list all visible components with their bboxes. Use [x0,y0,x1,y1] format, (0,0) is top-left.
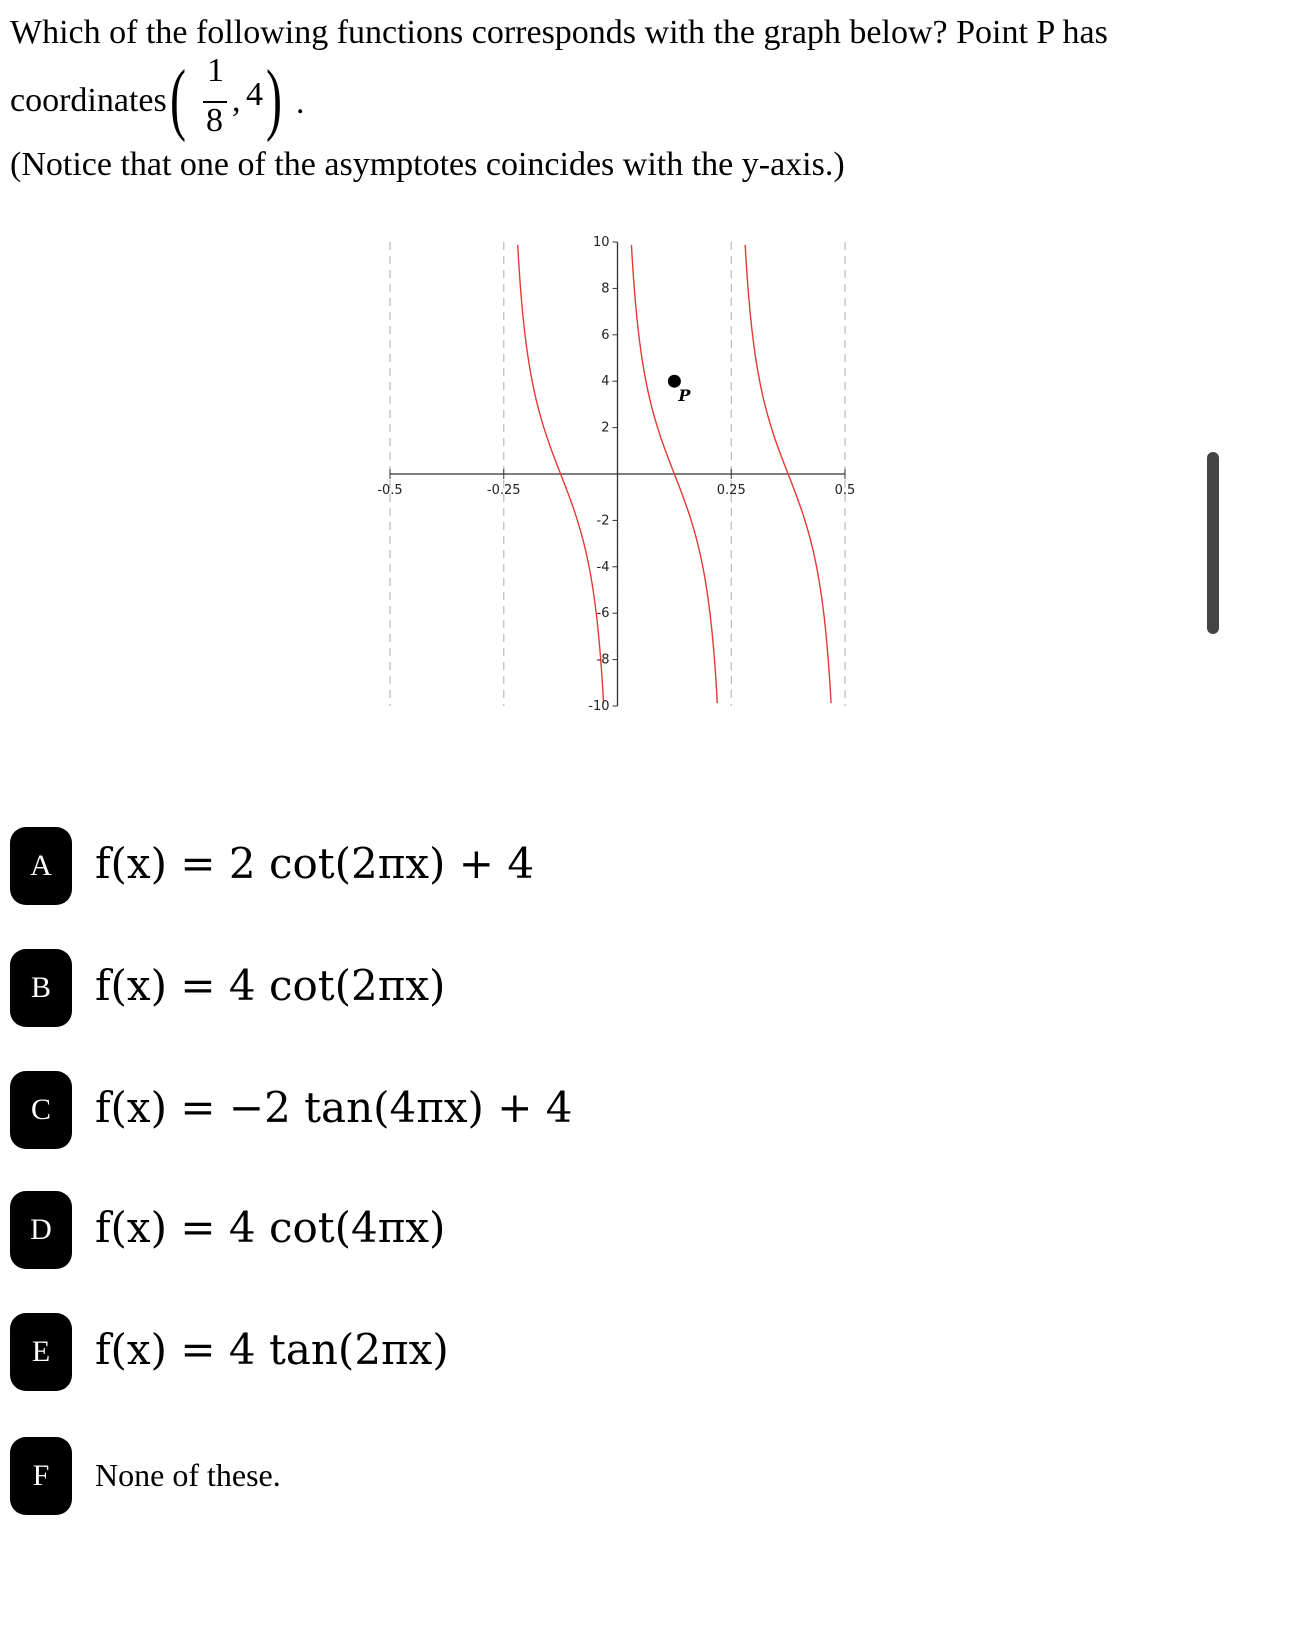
choice-text: f(x) = 4 cot(2πx) [95,961,446,1010]
choice-text: f(x) = 4 tan(2πx) [95,1325,449,1374]
x-tick-label: 0.25 [716,483,746,498]
y-tick-label: -2 [596,513,610,529]
y-tick-label: 8 [601,281,610,297]
coordinates-label: coordinates [10,82,167,119]
point-y-value: 4 [246,76,263,113]
choice-text: f(x) = 2 cot(2πx) + 4 [95,839,535,888]
axes [390,242,845,706]
choice-letter-badge[interactable]: F [10,1437,72,1515]
choice-text: f(x) = −2 tan(4πx) + 4 [95,1083,573,1132]
left-paren: ( [170,55,186,143]
choice-letter-badge[interactable]: D [10,1191,72,1269]
comma: , [232,82,241,119]
question-line-3: (Notice that one of the asymptotes coincides with the y-axis.) [10,146,845,183]
choice-letter-badge[interactable]: A [10,827,72,905]
choice-text: None of these. [95,1457,281,1493]
point-x-numerator: 1 [207,52,224,89]
y-tick-label: -4 [596,559,610,575]
right-paren: ) [266,55,282,143]
point-x-denominator: 8 [206,102,223,139]
y-tick-label: -6 [596,606,610,622]
choice-letter-badge[interactable]: E [10,1313,72,1391]
x-tick-label: -0.5 [377,483,403,498]
choice-text: f(x) = 4 cot(4πx) [95,1203,446,1252]
graph [360,230,880,720]
y-tick-label: 4 [601,374,610,390]
scrollbar[interactable] [1207,452,1219,634]
x-tick-label: -0.25 [486,483,521,498]
question-line-1: Which of the following functions corresponds with the graph below? Point P has [10,14,1108,51]
period: . [296,84,305,121]
choice-letter-badge[interactable]: C [10,1071,72,1149]
y-tick-label: 10 [592,235,610,250]
x-tick-label: 0.5 [834,483,856,498]
y-tick-label: -10 [588,699,610,714]
y-tick-label: 6 [601,327,610,343]
y-tick-label: -8 [596,652,610,668]
choice-letter-badge[interactable]: B [10,949,72,1027]
y-tick-label: 2 [601,420,610,436]
point-p [668,375,692,406]
point-label: P [678,386,691,406]
